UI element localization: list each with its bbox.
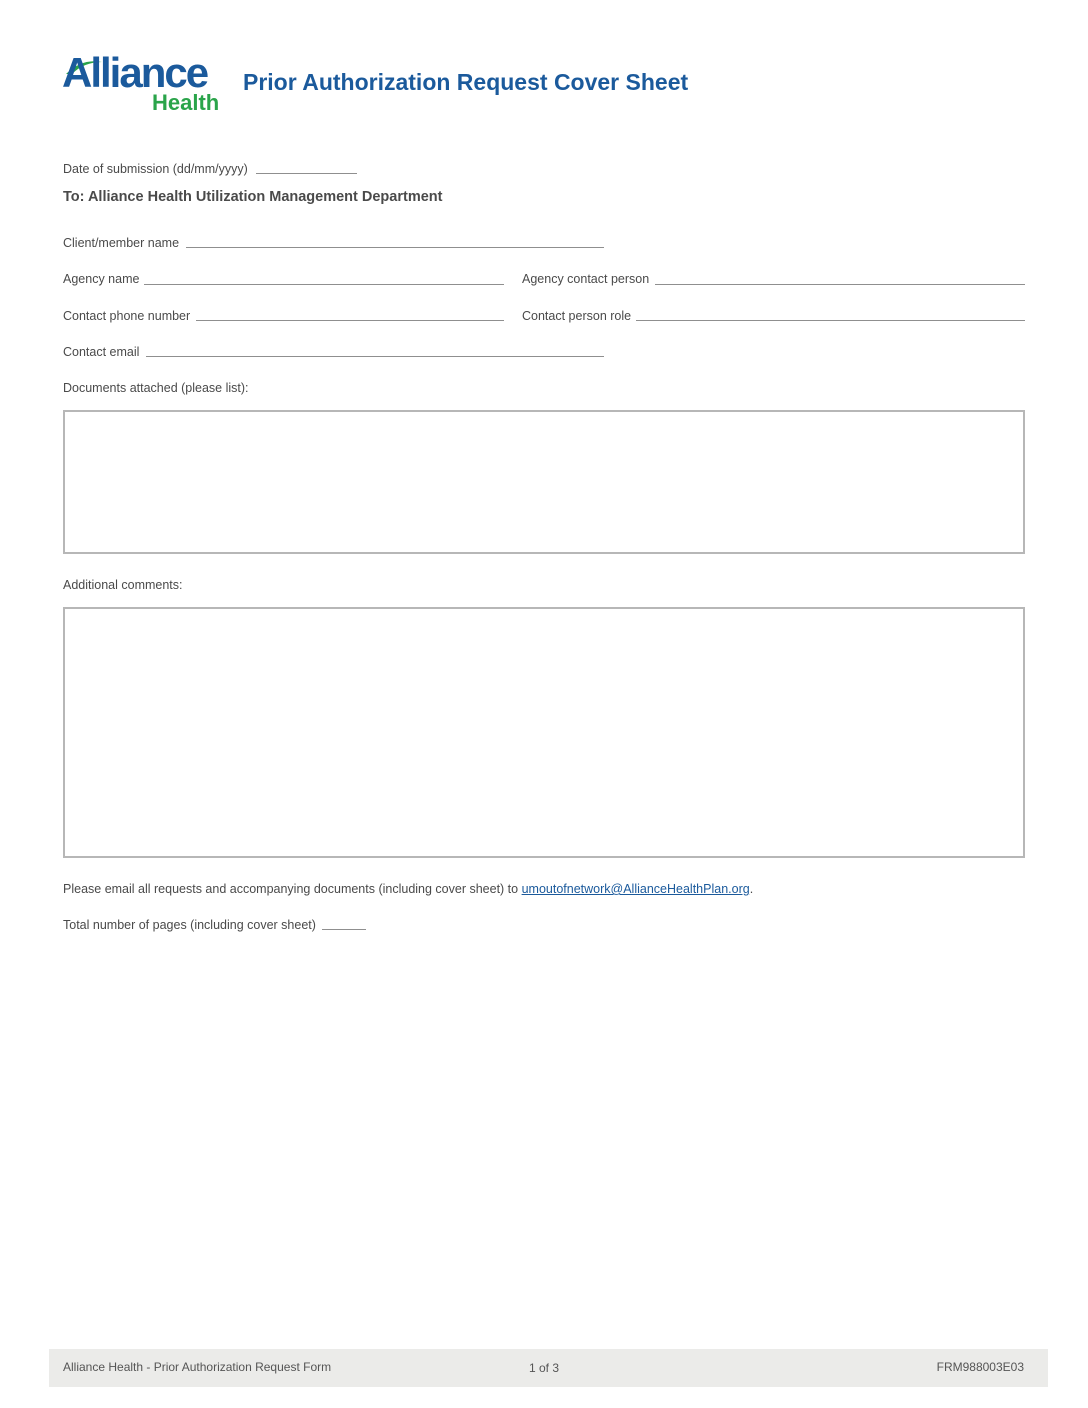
page-title: Prior Authorization Request Cover Sheet xyxy=(243,69,689,95)
role-label: Contact person role xyxy=(522,309,632,323)
client-field[interactable] xyxy=(186,247,604,248)
email-link[interactable]: umoutofnetwork@AllianceHealthPlan.org xyxy=(521,882,750,896)
email-label: Contact email xyxy=(63,345,140,359)
documents-label: Documents attached (please list): xyxy=(63,381,249,395)
pages-field[interactable] xyxy=(322,929,366,930)
comments-textarea[interactable] xyxy=(63,607,1025,858)
phone-label: Contact phone number xyxy=(63,309,191,323)
footer-form-code: FRM988003E03 xyxy=(936,1360,1024,1374)
instruction-suffix: . xyxy=(749,882,754,896)
documents-textarea[interactable] xyxy=(63,410,1025,554)
date-label: Date of submission (dd/mm/yyyy) xyxy=(63,162,248,176)
role-field[interactable] xyxy=(636,320,1025,321)
instruction-text xyxy=(63,883,753,896)
footer-form-name: Alliance Health - Prior Authorization Request Form xyxy=(63,1360,332,1374)
comments-label: Additional comments: xyxy=(63,578,183,592)
agency-contact-label: Agency contact person xyxy=(522,272,650,286)
date-field[interactable] xyxy=(256,173,357,174)
instruction-prefix: Please email all requests and accompanying documents (including cover sheet) to xyxy=(63,882,522,896)
agency-label: Agency name xyxy=(63,272,140,286)
to-heading: To: Alliance Health Utilization Management Department xyxy=(63,189,443,205)
client-label: Client/member name xyxy=(63,236,180,250)
agency-field[interactable] xyxy=(144,284,504,285)
footer-bar xyxy=(49,1349,1048,1387)
footer-page-indicator: 1 of 3 xyxy=(529,1361,560,1375)
email-field[interactable] xyxy=(146,356,604,357)
logo-health: Health xyxy=(152,90,220,115)
agency-contact-field[interactable] xyxy=(655,284,1025,285)
logo-alliance: Alliance xyxy=(62,49,208,96)
phone-field[interactable] xyxy=(196,320,504,321)
pages-label: Total number of pages (including cover sheet) xyxy=(63,918,316,932)
